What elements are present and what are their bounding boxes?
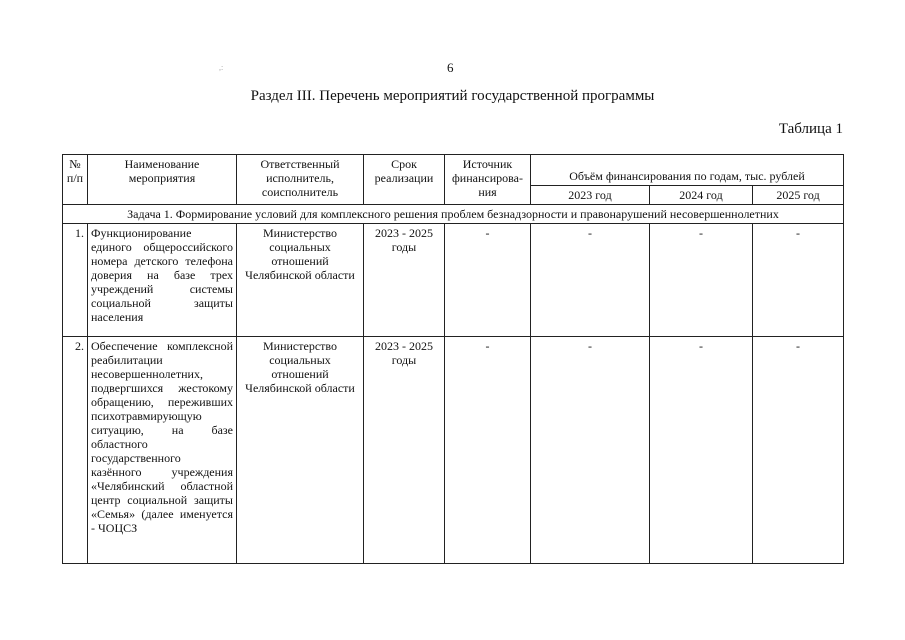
row-responsible: Министерство социальных отношений Челябинской области xyxy=(237,337,364,564)
section-title: Раздел III. Перечень мероприятий государственной программы xyxy=(250,88,655,104)
row-num: 2. xyxy=(63,337,88,564)
table-label: Таблица 1 xyxy=(778,121,843,137)
row-name: Функционирование единого общероссийского номера детского телефона доверия на базе трех учреждений системы социальной защиты населения xyxy=(88,224,237,337)
row-2024: - xyxy=(650,224,753,337)
header-year-2025: 2025 год xyxy=(753,186,844,205)
row-2025: - xyxy=(753,337,844,564)
row-term: 2023 - 2025 годы xyxy=(364,224,445,337)
events-table xyxy=(62,154,844,564)
header-year-2024: 2024 год xyxy=(650,186,753,205)
row-2024: - xyxy=(650,337,753,564)
header-year-2023: 2023 год xyxy=(531,186,650,205)
header-name: Наименование мероприятия xyxy=(88,155,237,205)
row-2025: - xyxy=(753,224,844,337)
row-responsible: Министерство социальных отношений Челябинской области xyxy=(237,224,364,337)
task-row xyxy=(63,205,844,224)
header-source: Источник финансирова-ния xyxy=(445,155,531,205)
row-source: - xyxy=(445,337,531,564)
task-title: Задача 1. Формирование условий для комплексного решения проблем безнадзорности и правонарушений несовершеннолетних xyxy=(63,205,844,224)
header-num: № п/п xyxy=(63,155,88,205)
row-term: 2023 - 2025 годы xyxy=(364,337,445,564)
table-row xyxy=(63,337,844,564)
scan-mark: ,: xyxy=(219,63,224,72)
row-2023: - xyxy=(531,224,650,337)
row-name: Обеспечение комплексной реабилитации несовершеннолетних, подвергшихся жестокому обращению, переживших психотравмирующую ситуацию, на базе областного государственного казённого учреждения «Челябинский областной центр социальной защиты «Семья» (далее именуется - ЧОЦСЗ xyxy=(88,337,237,564)
row-num: 1. xyxy=(63,224,88,337)
header-funding: Объём финансирования по годам, тыс. рублей xyxy=(531,155,844,186)
page-number: 6 xyxy=(447,60,454,75)
header-term: Срок реализации xyxy=(364,155,445,205)
header-row xyxy=(63,155,844,186)
row-source: - xyxy=(445,224,531,337)
row-2023: - xyxy=(531,337,650,564)
header-responsible: Ответственный исполнитель, соисполнитель xyxy=(237,155,364,205)
table-row xyxy=(63,224,844,337)
